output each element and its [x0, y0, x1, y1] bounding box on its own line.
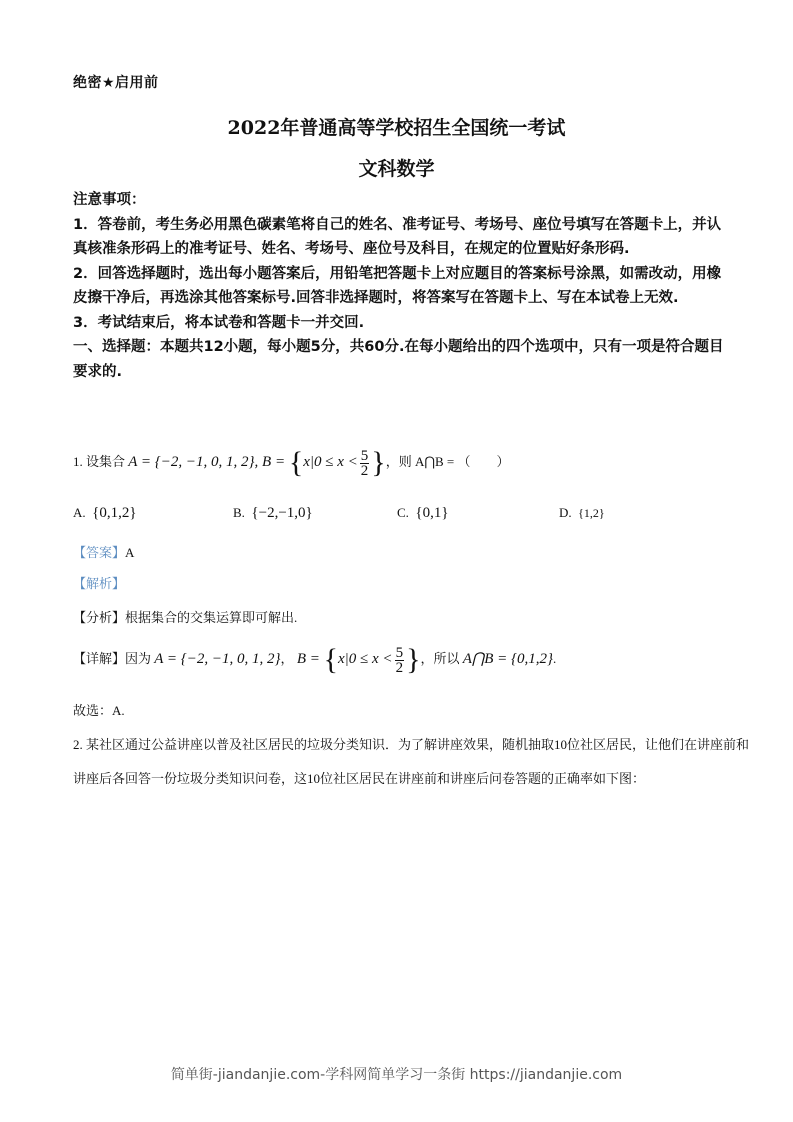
section-heading: 一、选择题：本题共12小题，每小题5分，共60分.在每小题给出的四个选项中，只有一项是符合题目要求的.	[73, 339, 724, 380]
instruction-item: 2．回答选择题时，选出每小题答案后，用铅笔把答题卡上对应题目的答案标号涂黑，如需改动，用橡皮擦干净后，再选涂其他答案标号.回答非选择题时，将答案写在答题卡上、写在本试卷上无效.	[73, 265, 722, 306]
set-b-body: x|0 ≤ x <	[303, 453, 358, 470]
instruction-item: 3．考试结束后，将本试卷和答题卡一并交回.	[73, 314, 365, 331]
question-2-stem: 2. 某社区通过公益讲座以普及社区居民的垃圾分类知识．为了解讲座效果，随机抽取10位社区居民，让他们在讲座前和讲座后各回答一份垃圾分类知识问卷，这10位社区居民在讲座前和讲座后问卷答题的正确率如下图：	[73, 737, 750, 786]
option-b[interactable]: B. {−2,−1,0}	[233, 505, 313, 521]
right-brace-icon: }	[406, 643, 421, 676]
analysis-tag: 【解析】	[73, 576, 126, 591]
answer-tag: 【答案】	[73, 545, 126, 560]
fenxi-line	[73, 607, 297, 626]
instructions-heading: 注意事项：	[73, 192, 146, 208]
right-brace-icon: }	[371, 446, 386, 479]
left-brace-icon: {	[288, 446, 304, 479]
q1-suffix: ，则 A⋂B = （ ）	[385, 453, 510, 469]
option-c[interactable]: C. {0,1}	[397, 505, 449, 521]
detail-tag: 【详解】	[73, 650, 126, 666]
fenxi-text: 根据集合的交集运算即可解出.	[125, 610, 298, 625]
fenxi-tag: 【分析】	[73, 610, 126, 625]
set-b-lhs: , B =	[254, 453, 289, 470]
exam-title: 2022年普通高等学校招生全国统一考试	[227, 117, 566, 139]
footer-watermark: 简单街-jiandanjie.com-学科网简单学习一条街 https://jiandanjie.com	[170, 1067, 623, 1083]
exam-subject: 文科数学	[358, 158, 435, 180]
fraction: $\frac{5}{2}$	[360, 447, 369, 479]
set-a: A = {−2, −1, 0, 1, 2}	[128, 453, 255, 470]
instruction-item: 1．答卷前，考生务必用黑色碳素笔将自己的姓名、准考证号、考场号、座位号填写在答题卡上，并认真核准条形码上的准考证号、姓名、考场号、座位号及科目，在规定的位置贴好条形码.	[73, 216, 722, 257]
left-brace-icon: {	[323, 643, 339, 676]
q1-prefix: 1. 设集合	[73, 453, 126, 469]
question-1-stem	[73, 448, 510, 478]
choice-conclusion: 故选：A.	[73, 703, 125, 718]
option-d[interactable]: D. {1,2}	[559, 505, 605, 520]
fraction: $\frac{5}{2}$	[395, 644, 404, 676]
answer-value: A	[125, 545, 135, 560]
detail-line: 【详解】因为 A = {−2, −1, 0, 1, 2}， B = {x|0 ≤ x < $\frac{5}{2}$ }，所以 A⋂B = {0,1,2}.	[73, 643, 557, 676]
answer-line	[73, 542, 134, 561]
confidential-label: 绝密★启用前	[73, 75, 159, 91]
instructions	[73, 188, 733, 384]
option-a[interactable]: A. {0,1,2}	[73, 505, 137, 521]
